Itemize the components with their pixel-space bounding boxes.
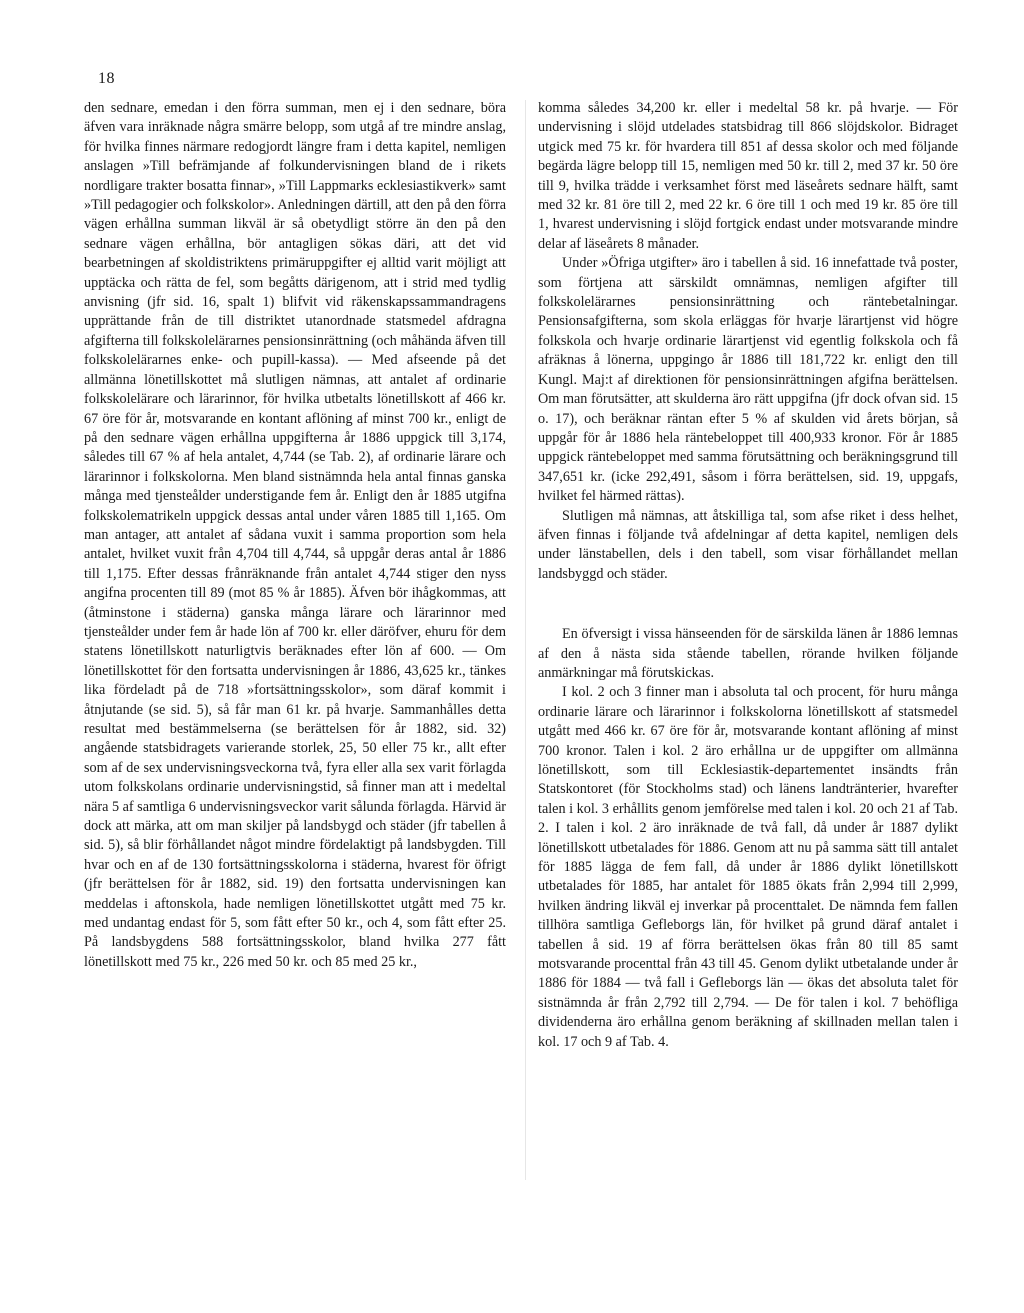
right-paragraph-3: Slutligen må nämnas, att åtskilliga tal, som afse riket i dess helhet, äfven finnas i följande två afdelningar af detta kapitel, nemligen dels under länstabellen, dels i den tabell, som visar förhållandet mellan landsbyggd och städer. xyxy=(538,507,958,582)
section-gap xyxy=(538,584,958,625)
right-paragraph-4: En öfversigt i vissa hänseenden för de särskilda länen år 1886 lemnas af den å nästa sida stående tabellen, rörande hvilken följande anmärkningar må förutskickas. xyxy=(538,626,958,681)
left-paragraph-1: den sednare, emedan i den förra summan, men ej i den sednare, böra äfven vara inräknade några smärre belopp, som utgå af tre mindre anslag, för hvilka finnes närmare redogjordt längre fram i detta kapitel, nemligen anslagen »Till befrämjande af folkundervisningen bland de i rikets nordligare trakter bosatta finnar», »Till Lappmarks ecklesiastikverk» samt »Till pedagogier och folkskolor». Anledningen därtill, att den på den förra vägen erhållna summan likväl är så obetydligt större än den på den sednare vägen erhållna, bör antagligen sökas däri, att det vid bearbetningen af skoldistriktens primäruppgifter ej alltid varit möjligt att upptäcka och rätta de fel, som begåtts därigenom, att i strid med tydlig anvisning (jfr sid. 16, spalt 1) blifvit vid räkenskapssammandragens upprättande från de till distriktet utanordnade statsmedel afdragna afgifterna till folkskolelärarnes pensionsinrättning (och måhända äfven till folkskolelärarnes enke- och pupill-kassa). — Med afseende på det allmänna lönetillskottet må slutligen nämnas, att antalet af ordinarie folkskolelärare och lärarinnor, för hvilka utbetalts lönetillskott af 466 kr. 67 öre för år, motsvarande en kontant aflöning af minst 700 kr., enligt de på den sednare vägen erhållna uppgifterna år 1886 uppgick till 3,174, således till 67 % af hela antalet, 4,744 (se Tab. 2), af ordinarie lärare och lärarinnor i folkskolorna. Men bland sistnämnda hela antal finnas ganska många med tjensteålder understigande fem år. Enligt den år 1885 utgifna folkskolematrikeln uppgick dessas antal under våren 1885 till 1,165. Om man antager, att antalet af sådana vuxit i samma proportion som hela antalet, hvilket vuxit från 4,704 till 4,744, så uppgår deras antal år 1886 till 1,175. Efter dessas frånräknande från antalet 4,744 stiger den nyss angifna procenten till 89 (mot 85 % år 1885). Äfven bör ihågkommas, att (åtminstone i städerna) ganska många lärare och lärarinnor med tjensteålder under fem år hade lön af 700 kr. eller däröfver, ehuru för dem statens lönetillskott naturligtvis beräknades efter lön af 600. — Om lönetillskottet för den fortsatta undervisningen år 1886, 43,625 kr., tänkes lika fördeladt på de 718 »fortsättningsskolor», som däraf kommit i åtnjutande (se sid. 5), så får man 61 kr. på hvarje. Sammanhålles detta resultat med bestämmelserna (se berättelsen för år 1882, sid. 32) angående statsbidragets varierande storlek, 25, 50 eller 75 kr., allt efter som af de sex undervisningsveckorna två, fyra eller alla sex varit förlagda utom folkskolans ordinarie undervisningstid, så finner man att i medeltal nära 5 af samtliga 6 undervisningsveckor varit sålunda förlagda. Härvid är dock att märka, att om man skiljer på landsbygd och städer (jfr tabellen å sid. 5), så blir förhållandet något mindre fördelaktigt på landsbygden. Till hvar och en af de 130 fortsättningsskolorna i städerna, hvarest för öfrigt (jfr berättelsen för år 1882, sid. 19) den fortsatta undervisningen kan meddelas i aftonskola, hade nemligen lönetillskottet utgått med 75 kr. med undantag endast för 5, som fått efter 50 kr., och 4, som fått efter 25. På landsbygdens 588 fortsättningsskolor, bland hvilka 277 fått lönetillskott med 75 kr., 226 med 50 kr. och 85 med 25 kr., xyxy=(84,100,506,970)
left-column xyxy=(84,99,506,972)
column-divider xyxy=(525,100,526,1180)
right-paragraph-1: komma således 34,200 kr. eller i medeltal 58 kr. på hvarje. — För undervisning i slöjd utdelades statsbidrag till 866 slöjdskolor. Bidraget utgick med 75 kr. för hvardera till 851 af dessa skolor och med följande begärda lägre belopp till 15, nemligen med 50 kr. till 2, med 37 kr. 50 öre till 9, hvilka trädde i verksamhet först med läseårets sednare hälft, samt med 32 kr. 81 öre till 2, med 22 kr. 6 öre till 1 och med 19 kr. 85 öre till 1, hvarest undervisning i slöjd fortgick endast under motsvarande mindre delar af läseårets 8 månader. xyxy=(538,100,958,252)
page-number: 18 xyxy=(98,70,115,87)
right-column xyxy=(538,99,958,1052)
right-paragraph-2: Under »Öfriga utgifter» äro i tabellen å sid. 16 innefattade två poster, som förtjena att särskildt omnämnas, nemligen afgifter till folkskolelärarnes pensionsinrättning och räntebetalningar. Pensionsafgifterna, som skola erläggas för hvarje lärartjenst vid högre folkskola och hvarje ordinarie lärartjenst vid egentlig folkskola och få afräknas å lönerna, uppgingo år 1886 till 181,722 kr. enligt den till Kungl. Maj:t af direktionen för pensionsinrättningen afgifna berättelsen. Om man förutsätter, att skulderna äro rätt uppgifna (jfr dock ofvan sid. 15 o. 17), och beräknar räntan efter 5 % af skulden vid årets början, så uppgår för år 1886 hela räntebeloppet till 400,933 kronor. För år 1885 uppgick räntebeloppet med samma förutsättning och beräkningsgrund till 347,651 kr. (icke 292,491, såsom i förra berättelsen, sid. 19, uppgafs, hvilket fel härmed rättas). xyxy=(538,255,958,505)
right-paragraph-5: I kol. 2 och 3 finner man i absoluta tal och procent, för huru många ordinarie lärare och lärarinnor i folkskolorna lönetillskott af statsmedel utgått med 466 kr. 67 öre för år, motsvarande kontant aflöning af minst 700 kronor. Talen i kol. 2 äro erhållna ur de uppgifter om allmänna lönetillskott, som till Ecklesiastik-departementet insändts från Statskontoret (för Stockholms stad) och länens landtränterier, hvarefter talen i kol. 3 erhållits genom jemförelse med talen i kol. 20 och 21 af Tab. 2. I talen i kol. 2 äro inräknade de två fall, då under år 1887 dylikt lönetillskott utbetalades för 1886. Genom att nu på samma sätt till antalet för 1885 lägga de fem fall, då under år 1886 dylikt lönetillskott utbetalades för 1885, har antalet för 1885 ökats från 2,994 till 2,999, hvilken ändring likväl ej inverkar på procenttalet. De nämnda fem fallen tillhöra samtliga Gefleborgs län, för hvilket på grund däraf antalet i tabellen å sid. 19 af förra berättelsen ökas från 80 till 85 samt motsvarande procenttal från 43 till 45. Genom dylikt utbetalande under år 1886 för 1884 — två fall i Gefleborgs län — ökas det absoluta talet för sistnämnda år från 2,792 till 2,794. — De för talen i kol. 7 behöfliga dividenderna äro erhållna genom beräkning af skillnaden mellan talen i kol. 17 och 9 af Tab. 4. xyxy=(538,684,958,1050)
